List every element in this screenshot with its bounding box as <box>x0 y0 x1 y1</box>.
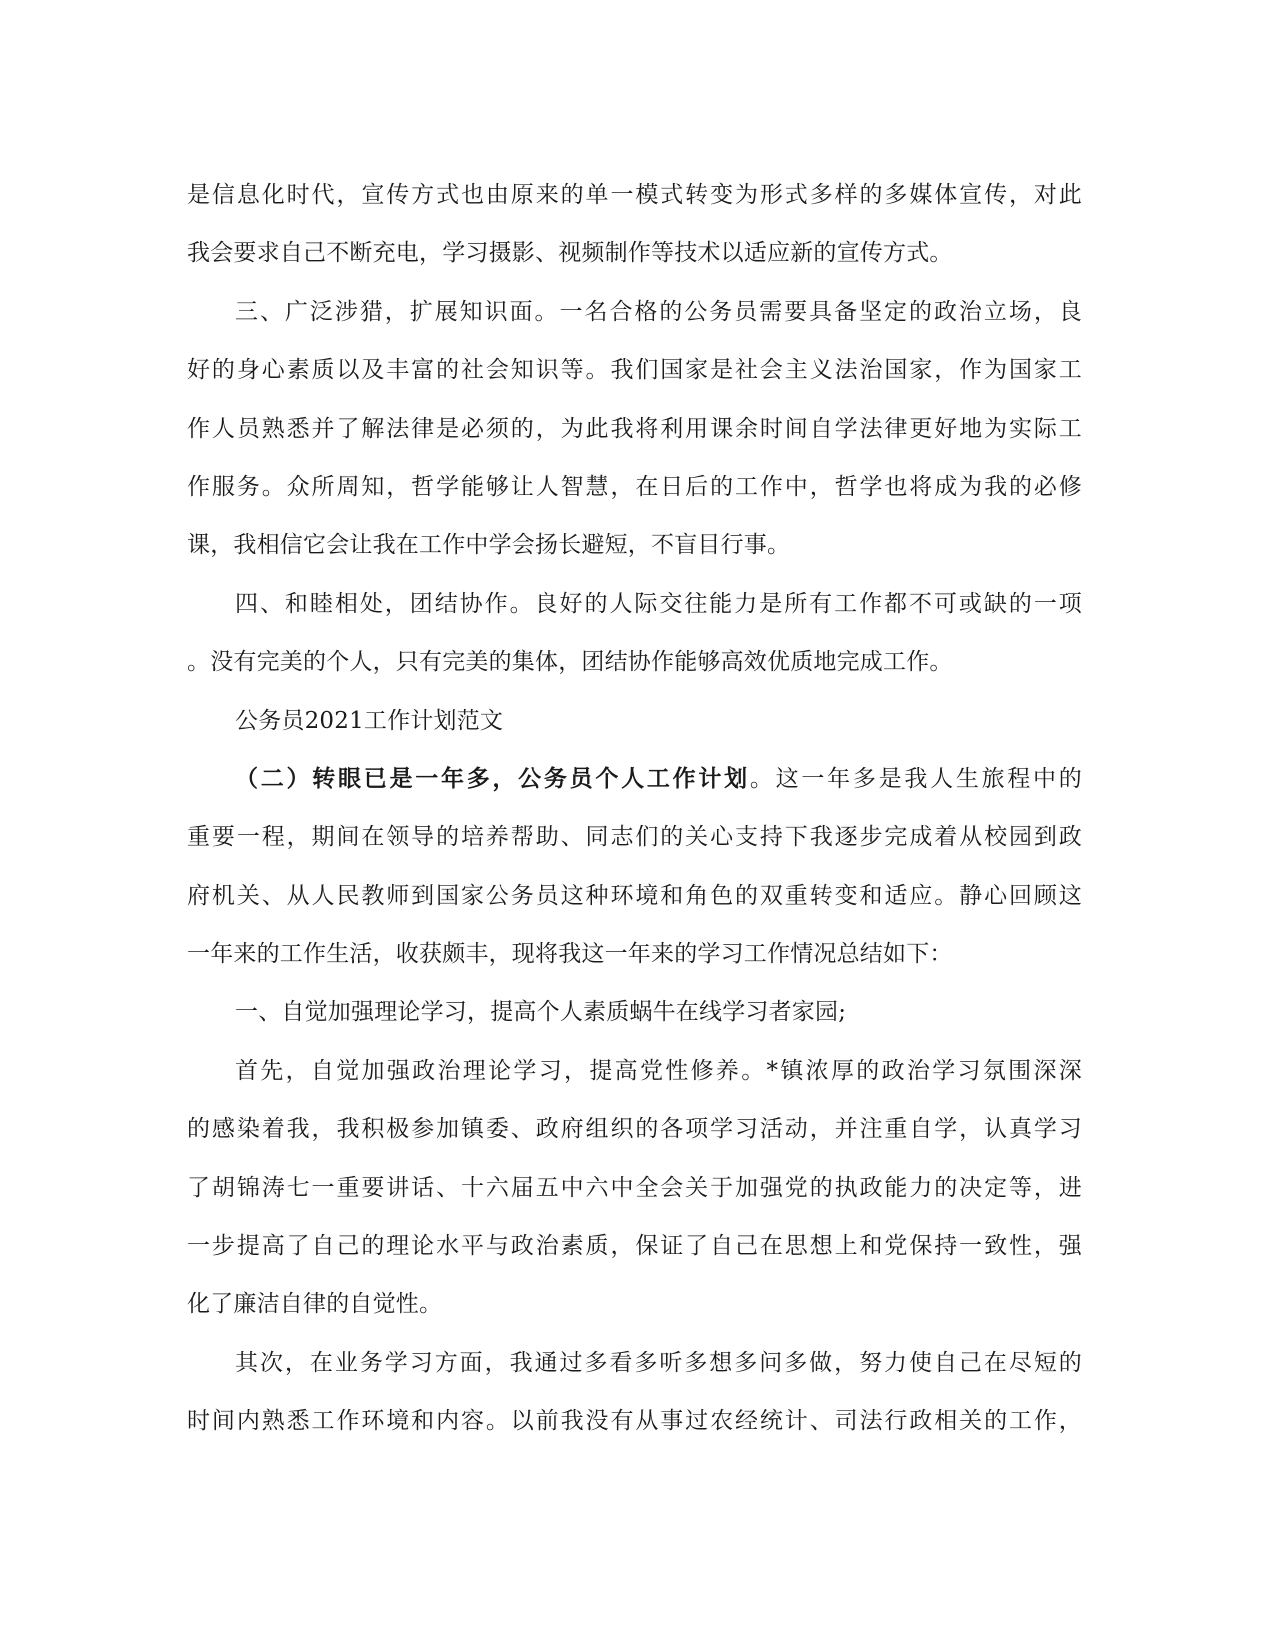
text-line: 了胡锦涛七一重要讲话、十六届五中六中全会关于加强党的执政能力的决定等，进 <box>187 1174 1082 1201</box>
text-line: 作服务。众所周知，哲学能够让人智慧，在日后的工作中，哲学也将成为我的必修 <box>187 473 1082 500</box>
text-line: 作人员熟悉并了解法律是必须的，为此我将利用课余时间自学法律更好地为实际工 <box>187 415 1082 442</box>
text-line: 。没有完美的个人，只有完美的集体，团结协作能够高效优质地完成工作。 <box>187 649 953 676</box>
text-line: 课，我相信它会让我在工作中学会扬长避短，不盲目行事。 <box>187 532 791 559</box>
paragraph-heading-3: 三、广泛涉猎，扩展知识面。一名合格的公务员需要具备坚定的政治立场，良 <box>235 298 1082 325</box>
text-line: 时间内熟悉工作环境和内容。以前我没有从事过农经统计、司法行政相关的工作， <box>187 1408 1082 1435</box>
text-line: 一年来的工作生活，收获颇丰，现将我这一年来的学习工作情况总结如下： <box>187 941 953 968</box>
text-line: 是信息化时代，宣传方式也由原来的单一模式转变为形式多样的多媒体宣传，对此 <box>187 182 1082 208</box>
section-lead-line <box>187 750 1082 808</box>
text-line: 好的身心素质以及丰富的社会知识等。我们国家是社会主义法治国家，作为国家工 <box>187 357 1082 384</box>
text-line: 其次，在业务学习方面，我通过多看多听多想多问多做，努力使自己在尽短的 <box>235 1349 1082 1376</box>
section-title: 公务员2021工作计划范文 <box>235 707 504 734</box>
text-line: 化了廉洁自律的自觉性。 <box>187 1291 443 1318</box>
text-line: 重要一程，期间在领导的培养帮助、同志们的关心支持下我逐步完成着从校园到政 <box>187 824 1082 851</box>
text-line: 我会要求自己不断充电，学习摄影、视频制作等技术以适应新的宣传方式。 <box>187 240 953 267</box>
document-body <box>187 166 1082 1451</box>
text-line: 府机关、从人民教师到国家公务员这种环境和角色的双重转变和适应。静心回顾这 <box>187 882 1082 909</box>
paragraph-heading-1: 一、自觉加强理论学习，提高个人素质蜗牛在线学习者家园; <box>235 999 847 1026</box>
section-lead-rest: 。这一年多是我人生旅程中的 <box>749 765 1082 792</box>
text-line: 一步提高了自己的理论水平与政治素质，保证了自己在思想上和党保持一致性，强 <box>187 1233 1082 1260</box>
text-line: 的感染着我，我积极参加镇委、政府组织的各项学习活动，并注重自学，认真学习 <box>187 1116 1082 1143</box>
section-lead-bold: （二）转眼已是一年多，公务员个人工作计划 <box>235 764 750 792</box>
text-line: 首先，自觉加强政治理论学习，提高党性修养。*镇浓厚的政治学习氛围深深 <box>235 1057 1082 1084</box>
paragraph-heading-4: 四、和睦相处，团结协作。良好的人际交往能力是所有工作都不可或缺的一项 <box>235 590 1082 617</box>
